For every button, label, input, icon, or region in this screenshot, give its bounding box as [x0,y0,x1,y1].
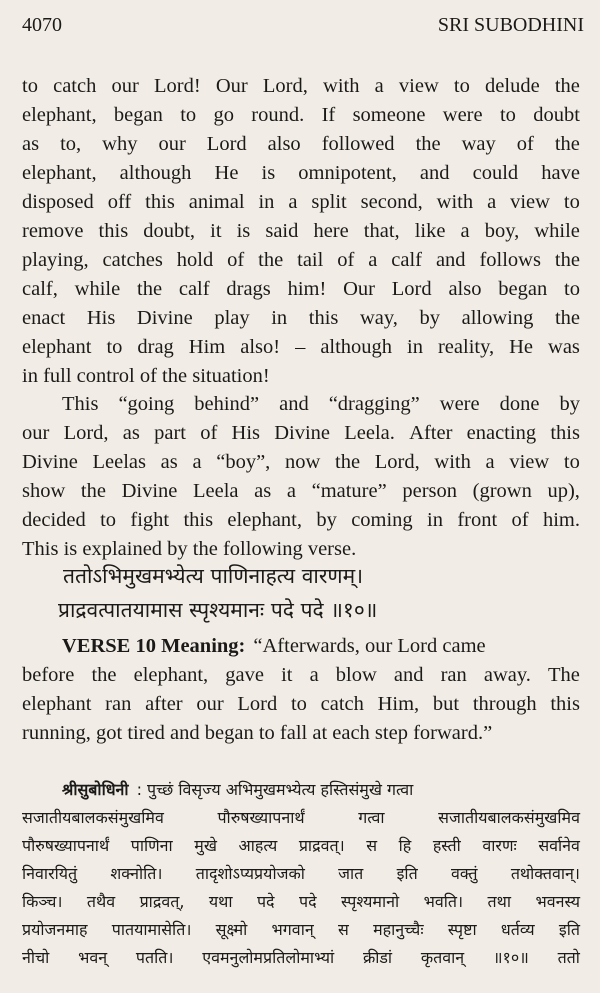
text-line: enact His Divine play in this way, by allowing the [22,307,580,329]
text-line: running, got tired and began to fall at each step forward.” [22,722,493,744]
sanskrit-verse-line-1: ततोऽभिमुखमभ्येत्य पाणिनाहत्य वारणम्। [63,564,364,588]
meaning-first-line: VERSE 10 Meaning: “Afterwards, our Lord came [22,632,580,661]
text-line: elephant, although He is omnipotent, and could have [22,162,580,184]
commentary-line: प्रयोजनमाह पातयामासेति। सूक्ष्मो भगवान् स महानुच्चैः स्पृष्टा धर्तव्य इति [22,920,580,939]
text-line: show the Divine Leela as a “mature” person (grown up), [22,480,580,502]
text-line: before the elephant, gave it a blow and ran away. The [22,664,580,686]
meaning-label: VERSE 10 Meaning: [62,635,246,657]
page-header [22,14,584,44]
commentary-line: सजातीयबालकसंमुखमिव पौरुषख्यापनार्थं गत्वा सजातीयबालकसंमुखमिव [22,808,580,827]
paragraph-1 [22,72,580,391]
text-line: decided to fight this elephant, by coming in front of him. [22,509,580,531]
text-line: calf, while the calf drags him! Our Lord also began to [22,278,580,300]
running-title: SRI SUBODHINI [437,14,584,36]
commentary-line: नीचो भवन् पतति। एवमनुलोमप्रतिलोमाभ्यां क्रीडां कृतवान् ॥१०॥ ततो [22,948,580,967]
text-line: in full control of the situation! [22,365,270,387]
text-line: remove this doubt, it is said here that, like a boy, while [22,220,580,242]
text-line: Divine Leelas as a “boy”, now the Lord, with a view to [22,451,580,473]
text-line: elephant ran after our Lord to catch Him, but through this [22,693,580,715]
text-line: elephant to drag Him also! – although in reality, He was [22,336,580,358]
text-line: disposed off this animal in a split second, with a view to [22,191,580,213]
commentary-first-line: श्रीसुबोधिनी : पुच्छं विसृज्य अभिमुखमभ्येत्य हस्तिसंमुखे गत्वा [22,776,580,804]
paragraph-2 [22,390,580,564]
commentary-line: निवारयितुं शक्नोति। तादृशोऽप्यप्रयोजको जात इति वक्तुं तथोक्तवान्। [22,864,580,883]
commentary-sanskrit [22,776,580,972]
text-line: our Lord, as part of His Divine Leela. After enacting this [22,422,580,444]
commentary-line: पौरुषख्यापनार्थं पाणिना मुखे आहत्य प्राद्रवत्। स हि हस्ती वारणः सर्वानेव [22,836,580,855]
text-line: elephant, began to go round. If someone were to doubt [22,104,580,126]
text-line: This “going behind” and “dragging” were done by [62,393,580,415]
text-line: to catch our Lord! Our Lord, with a view to delude the [22,75,580,97]
text-line: as to, why our Lord also followed the way of the [22,133,580,155]
verse-meaning [22,632,580,748]
sanskrit-verse-line-2: प्राद्रवत्पातयामास स्पृश्यमानः पदे पदे ॥१०॥ [58,598,378,622]
text-line: playing, catches hold of the tail of a calf and follows the [22,249,580,271]
commentary-line: किञ्च। तथैव प्राद्रवत्, यथा पदे पदे स्पृश्यमानो भवति। तथा भवनस्य [22,892,580,911]
commentary-label: श्रीसुबोधिनी [62,780,129,799]
text-line: This is explained by the following verse. [22,538,357,560]
page-number: 4070 [22,14,62,36]
